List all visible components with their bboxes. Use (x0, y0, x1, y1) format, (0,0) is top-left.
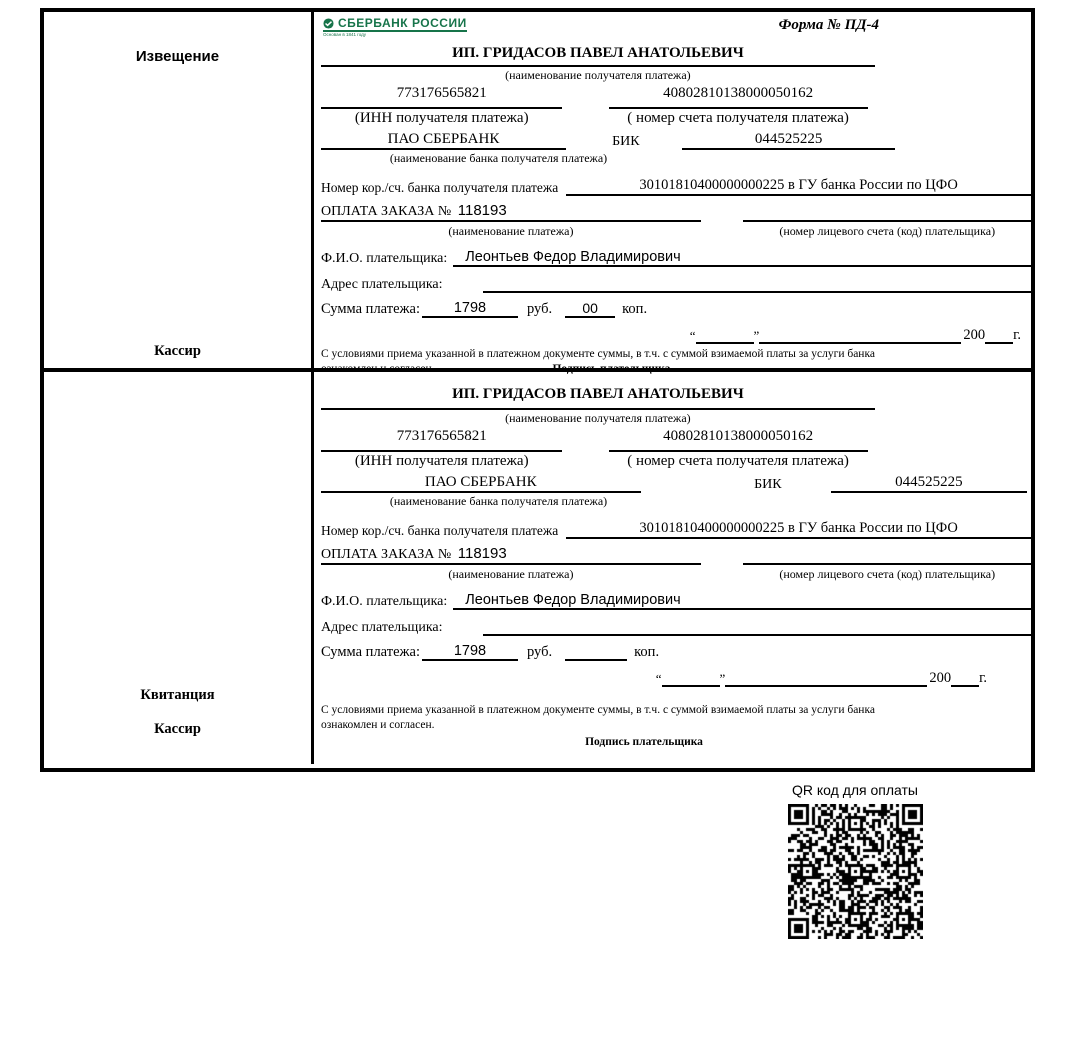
notice-header-row (321, 17, 1031, 45)
kop-label: коп. (634, 644, 660, 660)
amount-rub-value: 1798 (422, 643, 518, 661)
terms-line2: ознакомлен и согласен. (321, 363, 435, 375)
sberbank-logo (323, 17, 467, 38)
bank-bik-row (321, 126, 1031, 150)
qr-code (788, 804, 923, 939)
corr-account-row (321, 512, 1031, 539)
corr-account-value: 30101810400000000225 в ГУ банка России по ЦФО (566, 177, 1031, 196)
year-prefix: 200 (963, 327, 986, 343)
personal-account-caption: (номер лицевого счета (код) плательщика) (779, 567, 996, 581)
inn-caption: (ИНН получателя платежа) (354, 453, 529, 469)
receipt-side-column (44, 372, 314, 764)
amount-label: Сумма платежа: (321, 644, 420, 660)
payer-address-row (321, 613, 1031, 636)
payment-purpose (321, 545, 701, 565)
sberbank-logo-tagline: Основан в 1841 году (323, 32, 367, 37)
sberbank-logo-text: СБЕРБАНК РОССИИ (338, 16, 467, 30)
amount-row (321, 638, 1031, 661)
personal-account-blank-line (743, 220, 1031, 222)
amount-rub-value: 1798 (422, 300, 518, 318)
date-row (321, 320, 1021, 344)
payee-block (321, 386, 875, 426)
inn-account-captions (321, 109, 1031, 126)
bank-name-value: ПАО СБЕРБАНК (321, 131, 566, 150)
corr-label: Номер кор./сч. банка получателя платежа (321, 523, 559, 538)
payment-purpose-row (321, 199, 1031, 222)
payee-caption: (наименование получателя платежа) (505, 68, 691, 82)
payment-purpose-label: ОПЛАТА ЗАКАЗА № (321, 547, 452, 562)
notice-cashier-label: Кассир (154, 343, 201, 359)
inn-account-row (321, 428, 1031, 452)
bik-label: БИК (612, 134, 640, 149)
quote-close: ” (753, 328, 760, 343)
payment-purpose (321, 202, 701, 222)
payer-address-blank-line (483, 291, 1031, 293)
account-caption: ( номер счета получателя платежа) (627, 110, 849, 126)
payer-address-blank-line (483, 634, 1031, 636)
payee-caption: (наименование получателя платежа) (505, 411, 691, 425)
pd4-form (40, 8, 1035, 772)
order-number-value: 118193 (457, 545, 507, 562)
payer-signature-label: Подпись плательщика (552, 363, 671, 375)
amount-kop-value: 00 (565, 300, 615, 318)
corr-account-value: 30101810400000000225 в ГУ банка России по ЦФО (566, 520, 1031, 539)
payer-name-value: Леонтьев Федор Владимирович (453, 592, 1031, 610)
personal-account-caption: (номер лицевого счета (код) плательщика) (779, 224, 996, 238)
year-suffix: г. (979, 670, 987, 686)
rub-label: руб. (527, 644, 553, 660)
kop-label: коп. (622, 301, 648, 317)
payee-name: ИП. ГРИДАСОВ ПАВЕЛ АНАТОЛЬЕВИЧ (321, 386, 875, 410)
account-caption: ( номер счета получателя платежа) (627, 453, 849, 469)
qr-caption: QR код для оплаты (791, 782, 918, 798)
year-suffix: г. (1013, 327, 1021, 343)
date-year-blank (951, 685, 979, 687)
bik-value: 044525225 (831, 474, 1026, 493)
bik-value: 044525225 (682, 131, 895, 150)
corr-label: Номер кор./сч. банка получателя платежа (321, 180, 559, 195)
quote-open: “ (655, 671, 662, 686)
inn-account-row (321, 85, 1031, 109)
bank-caption-row (321, 150, 1031, 166)
date-day-blank (696, 342, 754, 344)
payer-address-row (321, 270, 1031, 293)
amount-kop-blank (565, 659, 627, 661)
payee-name: ИП. ГРИДАСОВ ПАВЕЛ АНАТОЛЬЕВИЧ (321, 45, 875, 67)
notice-slip (44, 12, 1031, 375)
quote-close: ” (719, 671, 726, 686)
date-year-blank (985, 342, 1013, 344)
quote-open: “ (689, 328, 696, 343)
inn-caption: (ИНН получателя платежа) (354, 110, 529, 126)
date-month-blank (759, 342, 961, 344)
date-month-blank (725, 685, 927, 687)
date-day-blank (662, 685, 720, 687)
terms-line1: С условиями приема указанной в платежном документе суммы, в т.ч. с суммой взимаемой платы за услуги банка (321, 704, 875, 716)
payment-captions-row (321, 222, 1031, 239)
notice-content (314, 12, 1031, 375)
bank-name-value: ПАО СБЕРБАНК (321, 474, 641, 493)
payment-name-caption: (наименование платежа) (448, 224, 574, 238)
payment-name-caption: (наименование платежа) (448, 567, 574, 581)
rub-label: руб. (527, 301, 553, 317)
payer-name-row (321, 585, 1031, 610)
receipt-section-title: Квитанция (140, 687, 215, 703)
amount-label: Сумма платежа: (321, 301, 420, 317)
payment-purpose-row (321, 542, 1031, 565)
receipt-slip (44, 372, 1031, 764)
form-number-title: Форма № ПД-4 (778, 17, 879, 33)
payer-name-row (321, 242, 1031, 267)
receipt-cashier-label: Кассир (154, 721, 201, 737)
year-prefix: 200 (929, 670, 952, 686)
qr-block (775, 782, 935, 939)
account-value: 40802810138000050162 (609, 428, 868, 452)
payee-block (321, 45, 875, 83)
payer-name-value: Леонтьев Федор Владимирович (453, 249, 1031, 267)
payer-name-label: Ф.И.О. плательщика: (321, 594, 448, 609)
payer-address-label: Адрес плательщика: (321, 277, 443, 292)
terms-line1: С условиями приема указанной в платежном документе суммы, в т.ч. с суммой взимаемой платы за услуги банка (321, 348, 875, 360)
bik-label: БИК (754, 477, 782, 492)
bank-bik-row (321, 469, 1031, 493)
date-row (321, 663, 987, 687)
sberbank-logo-icon (323, 18, 334, 29)
payment-captions-row (321, 565, 1031, 582)
bank-caption-row (321, 493, 1031, 509)
amount-row (321, 295, 1031, 318)
payment-purpose-label: ОПЛАТА ЗАКАЗА № (321, 204, 452, 219)
payer-signature-label: Подпись плательщика (585, 736, 703, 748)
notice-side-column (44, 12, 314, 368)
terms-line2: ознакомлен и согласен. (321, 719, 435, 731)
receipt-content (314, 372, 1031, 764)
bank-caption: (наименование банка получателя платежа) (389, 494, 608, 508)
terms-block (321, 703, 1031, 750)
personal-account-blank-line (743, 563, 1031, 565)
inn-value: 773176565821 (321, 85, 562, 109)
notice-section-title: Извещение (135, 48, 220, 65)
corr-account-row (321, 169, 1031, 196)
order-number-value: 118193 (457, 202, 507, 219)
payer-address-label: Адрес плательщика: (321, 620, 443, 635)
inn-value: 773176565821 (321, 428, 562, 452)
account-value: 40802810138000050162 (609, 85, 868, 109)
payer-name-label: Ф.И.О. плательщика: (321, 251, 448, 266)
bank-caption: (наименование банка получателя платежа) (389, 151, 608, 165)
inn-account-captions (321, 452, 1031, 469)
